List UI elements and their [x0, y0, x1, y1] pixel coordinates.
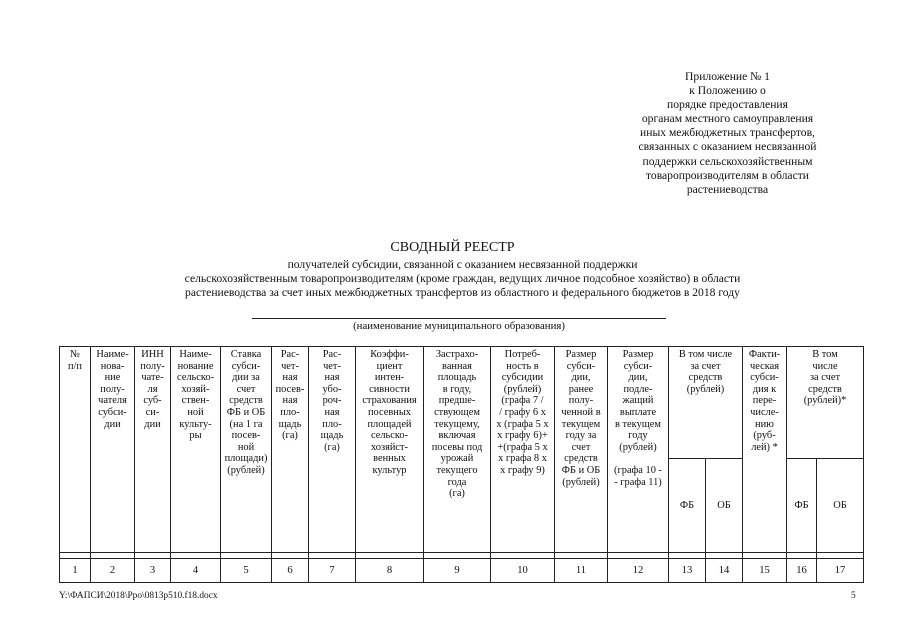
header-cell: ИНН полу- чате- ля суб- си- дии — [135, 347, 171, 553]
page-number: 5 — [851, 591, 856, 601]
appendix-line: органам местного самоуправления — [641, 112, 814, 126]
column-number: 2 — [91, 559, 135, 583]
column-number: 17 — [817, 559, 864, 583]
column-number: 14 — [706, 559, 743, 583]
column-number: 9 — [424, 559, 491, 583]
appendix-line: иных межбюджетных трансфертов, — [640, 126, 815, 140]
header-cell-group: В том числе за счет средств (рублей) — [669, 347, 743, 459]
column-number: 13 — [669, 559, 706, 583]
appendix-line: поддержки сельскохозяйственным — [642, 154, 813, 168]
header-cell: Ставка субси- дии за счет средств ФБ и ОБ (на 1 га посев- ной площади) (рублей) — [221, 347, 272, 553]
column-number: 6 — [272, 559, 309, 583]
footer-file-path: Y:\ФАПСИ\2018\Рро\0813р510.f18.docx — [59, 591, 218, 601]
subtitle-line: растениеводства за счет иных межбюджетных трансфертов из областного и федерального бюджетов в 2018 году — [185, 286, 740, 300]
subheader-ob: ОБ — [817, 459, 864, 553]
municipality-underline — [252, 318, 666, 319]
header-cell: № п/п — [60, 347, 91, 553]
appendix-line: к Положению о — [689, 84, 766, 98]
appendix-line: растениеводства — [686, 182, 769, 196]
subtitle-line: сельскохозяйственным товаропроизводителям (кроме граждан, ведущих личное подсобное хозяйство) в области — [184, 272, 741, 286]
appendix-line: Приложение № 1 — [685, 70, 770, 83]
header-cell: Наиме- нова- ние полу- чателя субси- дии — [91, 347, 135, 553]
appendix-line: порядке предоставления — [667, 98, 788, 112]
appendix-line: связанных с оказанием несвязанной — [638, 140, 817, 154]
column-number: 5 — [221, 559, 272, 583]
column-number: 8 — [356, 559, 424, 583]
column-number: 10 — [491, 559, 555, 583]
appendix-line: товаропроизводителям в области — [645, 168, 809, 182]
subheader-fb: ФБ — [669, 459, 706, 553]
column-number: 4 — [171, 559, 221, 583]
registry-table — [59, 346, 864, 583]
document-title: СВОДНЫЙ РЕЕСТР — [390, 240, 515, 255]
column-number: 3 — [135, 559, 171, 583]
header-cell: Коэффи- циент интен- сивности страхования посевных площадей сельско- хозяйст- венных культур — [356, 347, 424, 553]
column-number: 1 — [60, 559, 91, 583]
appendix-block — [595, 70, 860, 197]
header-cell-group: В том числе за счет средств (рублей)* — [787, 347, 864, 459]
subtitle-line: получателей субсидии, связанной с оказанием несвязанной поддержки — [287, 258, 638, 271]
header-cell: Рас- чет- ная убо- роч- ная пло- щадь (га) — [309, 347, 356, 553]
header-cell: Потреб- ность в субсидии (рублей) (графа 7 / / графу 6 х х (графа 5 х х графу 6)+ +(графа 5 х х графа 8 х х графу 9) — [491, 347, 555, 553]
header-cell: Размер субси- дии, ранее полу- ченной в текущем году за счет средств ФБ и ОБ (рублей) — [555, 347, 608, 553]
column-number: 7 — [309, 559, 356, 583]
subheader-fb: ФБ — [787, 459, 817, 553]
municipality-caption: (наименование муниципального образования) — [353, 320, 565, 332]
subheader-ob: ОБ — [706, 459, 743, 553]
header-cell: Рас- чет- ная посев- ная пло- щадь (га) — [272, 347, 309, 553]
header-cell: Размер субси- дии, подле- жащий выплате в текущем году (рублей) (графа 10 - - графа 11) — [608, 347, 669, 553]
header-cell: Факти- ческая субси- дия к пере- числе- нию (руб- лей) * — [743, 347, 787, 553]
document-subtitle — [80, 258, 845, 301]
column-number: 11 — [555, 559, 608, 583]
column-number: 16 — [787, 559, 817, 583]
header-cell: Наиме- нование сельско- хозяй- ствен- ной культу- ры — [171, 347, 221, 553]
header-cell: Застрахо- ванная площадь в году, предше- ствующем текущему, включая посевы под урожай текущего года (га) — [424, 347, 491, 553]
column-number: 12 — [608, 559, 669, 583]
column-number: 15 — [743, 559, 787, 583]
